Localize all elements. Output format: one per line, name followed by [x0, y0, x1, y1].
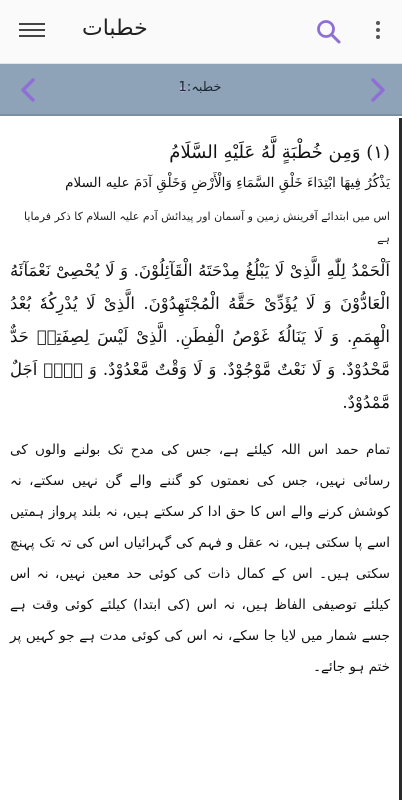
app-bar [0, 0, 402, 64]
khutba-urdu-note: اس میں ابتدائے آفرینش زمین و آسمان اور پیدائش آدم علیہ السلام کا ذکر فرمایا ہے [24, 210, 390, 245]
more-vertical-icon[interactable] [368, 18, 388, 48]
hamburger-menu-icon[interactable] [14, 19, 50, 45]
chevron-right-icon[interactable] [362, 75, 392, 105]
khutba-navigation-bar [0, 64, 402, 116]
khutba-number-label: خطبہ:1 [178, 80, 222, 95]
urdu-translation: تمام حمد اس اللہ کیلئے ہے، جس کی مدح تک بولنے والوں کی رسائی نہیں، جس کی نعمتوں کو گننے والے گن نہیں سکتے، نہ کوشش کرنے والے اس کا حق ادا کر سکتے ہیں، نہ بلند پرواز ہمتیں اسے پا سکتی ہیں، نہ عقل و فہم کی گہرائیاں اس کی تہ تک پہنچ سکتی ہیں۔ اس کے کمال ذات کی کوئی حد معین نہیں، نہ اس کیلئے توصیفی الفاظ ہیں، نہ اس (کی ابتدا) کیلئے کوئی وقت ہے جسے شمار میں لایا جا سکے، نہ اس کی کوئی مدت ہے جو کہیں پر ختم ہو جائے۔ [10, 442, 390, 675]
khutba-heading: (١) وَمِن خُطْبَةٍ لَّهُ عَلَيْهِ السَّلَامُ [169, 142, 390, 163]
app-title: خطبات [82, 16, 148, 41]
chevron-left-icon[interactable] [14, 75, 44, 105]
arabic-text: اَلْحَمْدُ لِلّٰهِ الَّذِیْ لَا یَبْلُغُ مِدْحَتَهُ الْقَآئِلُوْنَ. وَ لَا یُحْصِیْ نَعْمَآئَهُ الْعَادُّوْنَ وَ لَا یُؤَدِّیْ حَقَّهُ الْمُجْتَهِدُوْنَ. الَّذِیْ لَا یُدْرِكُهٗ بُعْدُ الْهِمَمِ. وَ لَا یَنَالُهٗ غَوْصُ الْفِطَنِ. الَّذِیْ لَیْسَ لِصِفَتِهٖ حَدٌّ مَّحْدُوْدٌ. وَ لَا نَعْتٌ مَّوْجُوْدٌ. وَ لَا وَقْتٌ مَّعْدُوْدٌ. وَ لَاۤ اَجَلٌ مَّمْدُوْدٌ. [10, 261, 390, 412]
khutba-subheading: يَذْكُرُ فِيهَا ابْتِدَاءَ خَلْقِ السَّمَاءِ وَالْأَرْضِ وَخَلْقِ آدَمَ عليه السلام [65, 175, 390, 191]
khutba-content[interactable] [0, 118, 402, 800]
search-icon[interactable] [313, 16, 345, 48]
